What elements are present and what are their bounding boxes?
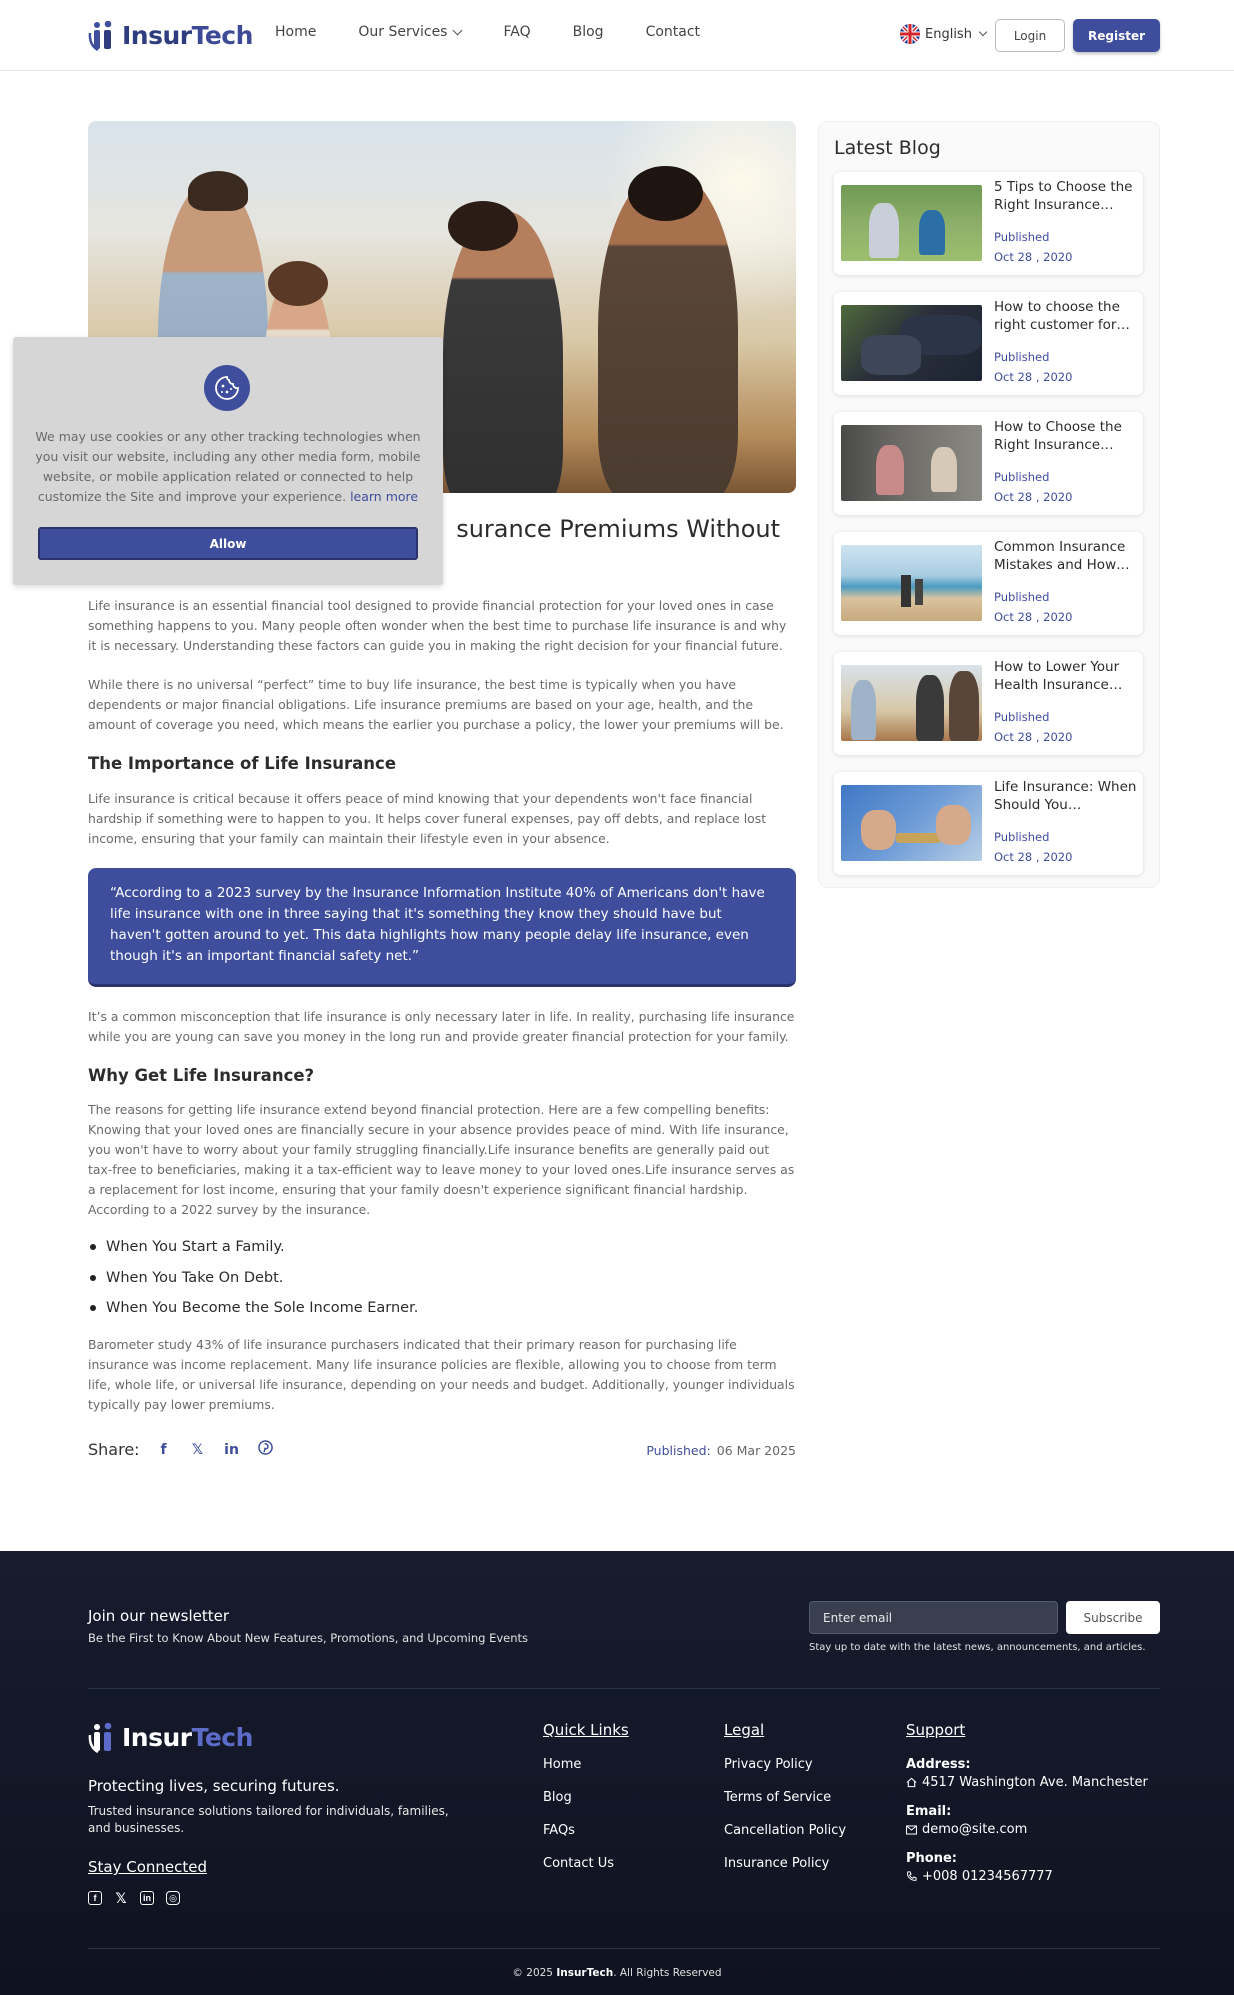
section-heading: Why Get Life Insurance? <box>88 1066 315 1085</box>
facebook-icon[interactable]: f <box>88 1891 102 1905</box>
allow-cookies-button[interactable]: Allow <box>38 527 418 560</box>
article-paragraph: Life insurance is critical because it offers peace of mind knowing that your dependents won't face financial hardship if something were to happen to you. It helps cover funeral expenses, pay off debts, and replace lost income, ensuring that your family can maintain their lifestyle even in your absence. <box>88 791 767 846</box>
phone-icon <box>906 1871 917 1882</box>
blog-card-title: 5 Tips to Choose the Right Insurance… <box>994 179 1133 213</box>
legal-heading: Legal <box>724 1721 765 1739</box>
footer-link-privacy[interactable]: Privacy Policy <box>724 1757 813 1772</box>
section-heading: The Importance of Life Insurance <box>88 754 397 773</box>
blog-card-date: Oct 28 , 2020 <box>994 850 1073 864</box>
quote-block: “According to a 2023 survey by the Insurance Information Institute 40% of Americans don't have life insurance with one in three saying that it's something they know they should have but haven't gotten around to yet. This data highlights how many people delay life insurance, even though it's an important financial safety net.” <box>88 868 796 987</box>
blog-card-status: Published <box>994 230 1050 244</box>
language-label: English <box>925 26 972 42</box>
footer-link-faqs[interactable]: FAQs <box>543 1823 575 1838</box>
blog-card-title: How to Lower Your Health Insurance… <box>994 659 1123 693</box>
blog-card[interactable] <box>834 412 1143 515</box>
article-title: surance Premiums Without <box>456 515 780 543</box>
logo-icon <box>88 19 118 51</box>
blog-card-date: Oct 28 , 2020 <box>994 610 1073 624</box>
blog-card-status: Published <box>994 590 1050 604</box>
email-text: demo@site.com <box>922 1822 1028 1837</box>
chevron-down-icon <box>979 28 987 36</box>
list-item: When You Start a Family. <box>88 1232 418 1263</box>
newsletter-title: Join our newsletter <box>88 1607 230 1625</box>
stay-connected-heading: Stay Connected <box>88 1858 208 1876</box>
site-footer <box>0 1551 1234 1995</box>
copyright-brand: InsurTech <box>556 1967 614 1979</box>
support-heading: Support <box>906 1721 966 1739</box>
newsletter-subtitle: Be the First to Know About New Features, Promotions, and Upcoming Events <box>88 1631 529 1645</box>
x-icon[interactable]: 𝕏 <box>115 1889 127 1906</box>
footer-link-cancellation[interactable]: Cancellation Policy <box>724 1823 847 1838</box>
sidebar-title: Latest Blog <box>834 137 941 159</box>
logo-text-tech: Tech <box>191 20 253 50</box>
nav-blog[interactable]: Blog <box>572 24 604 40</box>
footer-divider <box>88 1948 1160 1949</box>
newsletter-email-input[interactable] <box>809 1601 1058 1634</box>
logo-icon <box>88 1721 118 1753</box>
nav-faq[interactable]: FAQ <box>503 24 531 40</box>
nav-home[interactable]: Home <box>275 24 317 40</box>
email-value[interactable] <box>906 1822 1148 1837</box>
blog-card-date: Oct 28 , 2020 <box>994 250 1073 264</box>
blog-thumbnail <box>841 305 982 381</box>
blog-thumbnail <box>841 545 982 621</box>
nav-our-services-label: Our Services <box>358 24 448 40</box>
published-date: 06 Mar 2025 <box>716 1443 796 1458</box>
newsletter-note: Stay up to date with the latest news, announcements, and articles. <box>809 1642 1146 1653</box>
blog-card-status: Published <box>994 470 1050 484</box>
register-button[interactable]: Register <box>1073 19 1160 52</box>
logo-text-insur: Insur <box>122 1722 192 1752</box>
nav-our-services[interactable] <box>358 24 461 40</box>
address-label: Address: <box>906 1757 971 1772</box>
language-selector[interactable] <box>900 24 986 44</box>
blog-thumbnail <box>841 785 982 861</box>
cookie-consent-banner <box>13 337 443 585</box>
footer-link-home[interactable]: Home <box>543 1757 582 1772</box>
learn-more-link[interactable]: learn more <box>350 489 419 504</box>
main-nav <box>275 24 742 40</box>
linkedin-icon[interactable]: in <box>140 1891 154 1905</box>
blog-card-date: Oct 28 , 2020 <box>994 370 1073 384</box>
blog-card-status: Published <box>994 350 1050 364</box>
email-label: Email: <box>906 1804 952 1819</box>
cookie-message: We may use cookies or any other tracking technologies when you visit our website, including any other media form, mobile website, or mobile application related or connected to help customize the Site and improve your experience. <box>35 429 421 504</box>
copyright-suffix: . All Rights Reserved <box>613 1967 722 1979</box>
blog-card[interactable] <box>834 532 1143 635</box>
login-button[interactable]: Login <box>995 19 1065 52</box>
article-paragraph: The reasons for getting life insurance extend beyond financial protection. Here are a few compelling benefits: Knowing that your loved ones are financially secure in your absence provides peace of mind. With life insurance, you won't have to worry about your family struggling financially.Life insurance benefits are generally paid out tax-free to beneficiaries, making it a tax-efficient way to leave money to your loved ones.Life insurance serves as a replacement for lost income, ensuring that your family doesn't experience significant financial hardship. According to a 2022 survey by the insurance. <box>88 1102 795 1217</box>
mail-icon <box>906 1825 917 1835</box>
address-value <box>906 1775 1148 1790</box>
copyright-prefix: © 2025 <box>512 1967 557 1979</box>
published-label: Published: <box>646 1443 711 1458</box>
list-item: When You Become the Sole Income Earner. <box>88 1293 418 1324</box>
blog-card[interactable] <box>834 172 1143 275</box>
logo-text-insur: Insur <box>122 20 192 50</box>
quick-links-heading: Quick Links <box>543 1721 629 1739</box>
reasons-list <box>88 1232 418 1324</box>
blog-card-status: Published <box>994 830 1050 844</box>
blog-card-date: Oct 28 , 2020 <box>994 490 1073 504</box>
footer-link-insurance-policy[interactable]: Insurance Policy <box>724 1856 830 1871</box>
instagram-icon[interactable]: ◎ <box>166 1891 180 1905</box>
support-column <box>906 1721 1148 1898</box>
address-text: 4517 Washington Ave. Manchester <box>922 1775 1148 1790</box>
x-icon[interactable]: 𝕏 <box>191 1441 204 1458</box>
cookie-icon <box>204 365 250 411</box>
blog-thumbnail <box>841 185 982 261</box>
subscribe-button[interactable]: Subscribe <box>1066 1601 1160 1634</box>
blog-card-title: How to choose the right customer for… <box>994 299 1130 333</box>
article-paragraph: Life insurance is an essential financial tool designed to provide financial protection for your loved ones in case something happens to you. Many people often wonder when the best time to purchase life insurance is and why it is necessary. Understanding these factors can guide you in making the right decision for your financial future. <box>88 598 787 653</box>
blog-card[interactable] <box>834 772 1143 875</box>
footer-description: Trusted insurance solutions tailored for individuals, families, and businesses. <box>88 1804 449 1835</box>
list-item: When You Take On Debt. <box>88 1263 418 1294</box>
chevron-down-icon <box>453 25 463 35</box>
blog-card[interactable] <box>834 652 1143 755</box>
blog-card-title: Common Insurance Mistakes and How… <box>994 539 1130 573</box>
footer-divider <box>88 1688 1160 1689</box>
cookie-text <box>33 427 423 507</box>
footer-link-terms[interactable]: Terms of Service <box>724 1790 832 1805</box>
blog-card-status: Published <box>994 710 1050 724</box>
blog-card-date: Oct 28 , 2020 <box>994 730 1073 744</box>
share-bar <box>88 1440 276 1459</box>
blog-card[interactable] <box>834 292 1143 395</box>
footer-link-contact[interactable]: Contact Us <box>543 1856 614 1871</box>
logo-text-tech: Tech <box>191 1722 253 1752</box>
blog-card-title: How to Choose the Right Insurance… <box>994 419 1122 453</box>
linkedin-icon[interactable]: in <box>224 1441 239 1458</box>
phone-text: +008 01234567777 <box>922 1869 1053 1884</box>
footer-tagline: Protecting lives, securing futures. <box>88 1777 340 1795</box>
legal-column <box>724 1721 846 1889</box>
pinterest-icon[interactable] <box>256 1440 276 1459</box>
phone-value[interactable] <box>906 1869 1148 1884</box>
logo[interactable] <box>88 17 253 53</box>
quick-links-column <box>543 1721 629 1889</box>
share-label: Share: <box>88 1440 140 1459</box>
home-icon <box>906 1777 917 1788</box>
latest-blog-sidebar <box>818 121 1160 888</box>
blog-card-title: Life Insurance: When Should You… <box>994 779 1137 813</box>
article-published <box>646 1443 796 1458</box>
phone-label: Phone: <box>906 1851 957 1866</box>
article-paragraph: Barometer study 43% of life insurance purchasers indicated that their primary reason for purchasing life insurance was income replacement. Many life insurance policies are flexible, allowing you to choose from term life, whole life, or universal life insurance, depending on your needs and budget. Additionally, younger individuals typically pay lower premiums. <box>88 1337 795 1412</box>
blog-thumbnail <box>841 665 982 741</box>
site-header <box>0 0 1234 71</box>
footer-link-blog[interactable]: Blog <box>543 1790 572 1805</box>
nav-contact[interactable]: Contact <box>645 24 701 40</box>
article-paragraph: It’s a common misconception that life insurance is only necessary later in life. In reality, purchasing life insurance while you are young can save you money in the long run and provide greater financial protection for your family. <box>88 1009 795 1044</box>
facebook-icon[interactable]: f <box>160 1441 167 1458</box>
blog-thumbnail <box>841 425 982 501</box>
footer-social-links <box>88 1891 180 1905</box>
article-paragraph: While there is no universal “perfect” time to buy life insurance, the best time is typically when you have dependents or major financial obligations. Life insurance premiums are based on your age, health, and the amount of coverage you need, which means the earlier you purchase a policy, the lower your premiums will be. <box>88 677 784 732</box>
footer-logo[interactable] <box>88 1721 253 1753</box>
copyright <box>0 1967 1234 1979</box>
uk-flag-icon <box>900 24 920 44</box>
